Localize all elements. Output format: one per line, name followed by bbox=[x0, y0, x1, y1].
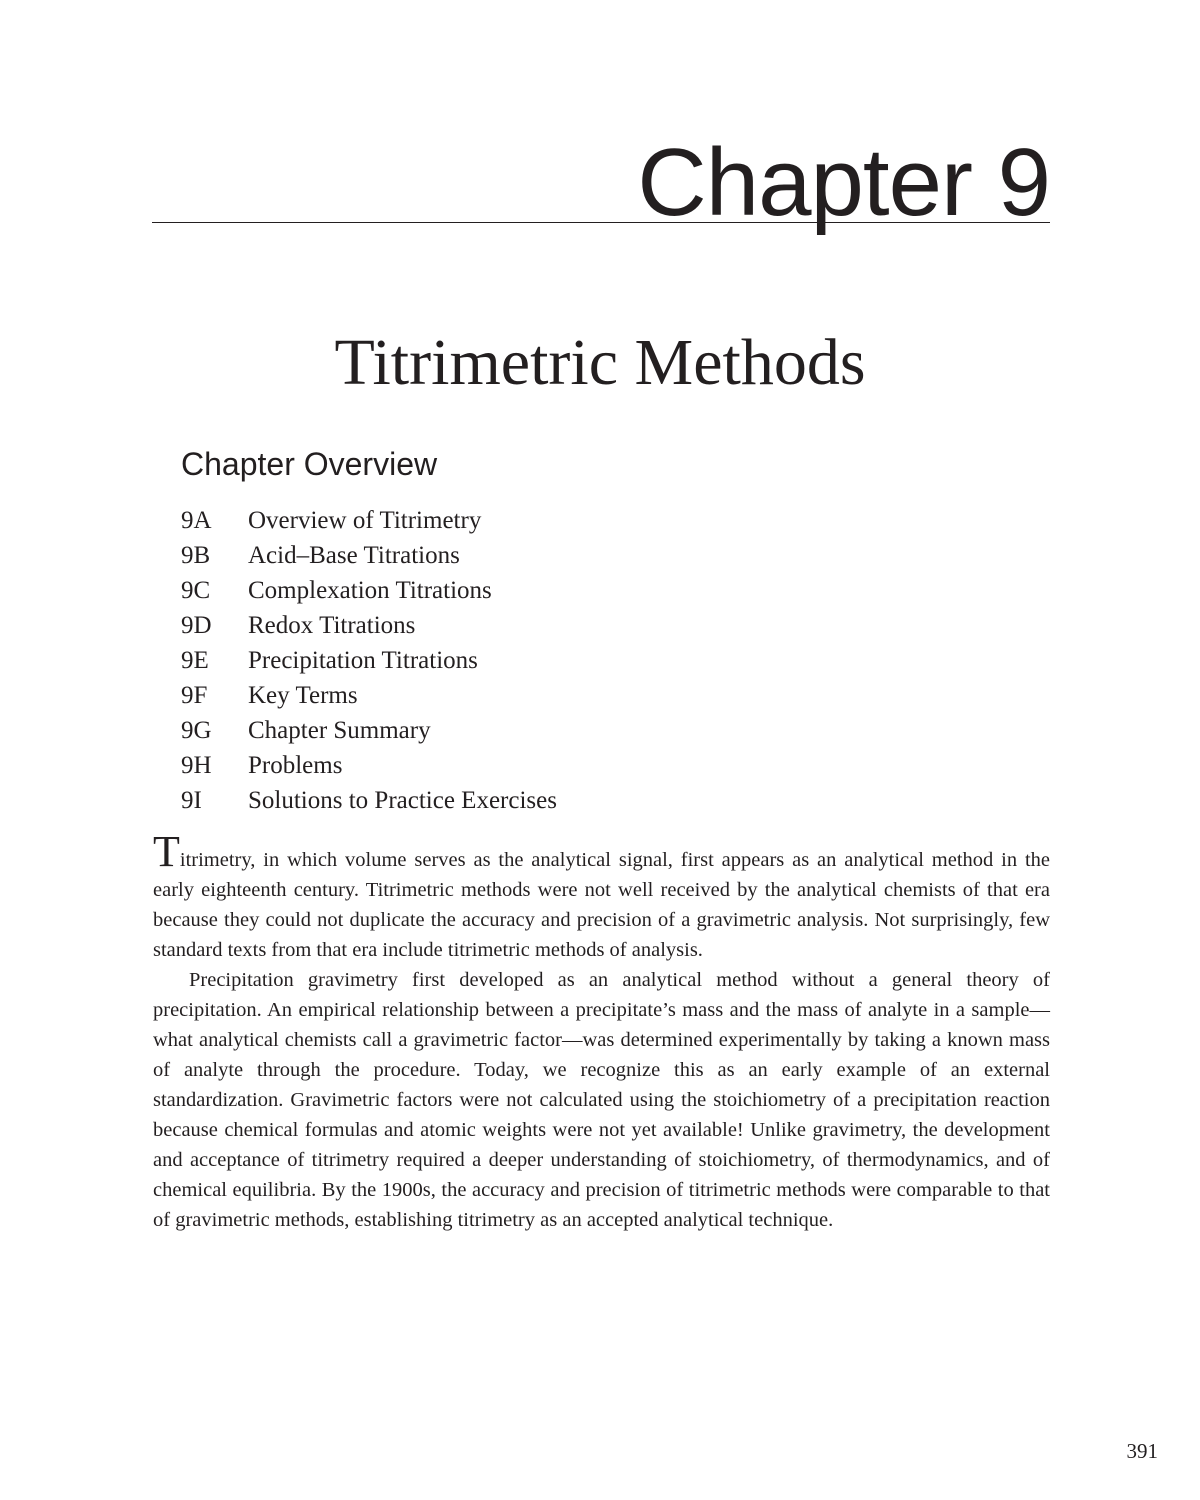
overview-item-code: 9D bbox=[181, 612, 212, 639]
overview-item-code: 9B bbox=[181, 542, 211, 569]
overview-item-label: Chapter Summary bbox=[248, 717, 431, 744]
paragraph-text: itrimetry, in which volume serves as the analytical signal, first appears as an analytical method in the early eighteenth century. Titrimetric methods were not well received by the analytical chemists of that era because they could not duplicate the accuracy and precision of a gravimetric analysis. Not surprisingly, few standard texts from that era include titrimetric methods of analysis. bbox=[153, 849, 1050, 961]
overview-item-code: 9H bbox=[181, 752, 212, 779]
overview-item-label: Solutions to Practice Exercises bbox=[248, 787, 557, 814]
overview-item bbox=[181, 748, 557, 783]
page-number: 391 bbox=[1126, 1439, 1158, 1463]
overview-item bbox=[181, 678, 557, 713]
overview-item bbox=[181, 783, 557, 818]
overview-item bbox=[181, 573, 557, 608]
overview-item bbox=[181, 713, 557, 748]
overview-item-label: Key Terms bbox=[248, 682, 358, 709]
overview-item bbox=[181, 608, 557, 643]
overview-item bbox=[181, 503, 557, 538]
overview-item-code: 9G bbox=[181, 717, 212, 744]
chapter-overview-heading: Chapter Overview bbox=[181, 446, 438, 482]
overview-item-label: Acid–Base Titrations bbox=[248, 542, 460, 569]
overview-item-code: 9F bbox=[181, 682, 208, 709]
chapter-title: Titrimetric Methods bbox=[334, 326, 866, 399]
overview-item bbox=[181, 538, 557, 573]
overview-item-code: 9E bbox=[181, 647, 209, 674]
overview-item-code: 9C bbox=[181, 577, 211, 604]
overview-item bbox=[181, 643, 557, 678]
chapter-rule bbox=[152, 222, 1050, 223]
overview-item-label: Overview of Titrimetry bbox=[248, 507, 482, 534]
chapter-overview-list bbox=[181, 503, 557, 818]
body-paragraph bbox=[153, 827, 1050, 965]
body-text bbox=[153, 827, 1050, 1235]
overview-item-code: 9A bbox=[181, 507, 212, 534]
overview-item-label: Precipitation Titrations bbox=[248, 647, 478, 674]
overview-item-label: Problems bbox=[248, 752, 343, 779]
body-paragraph: Precipitation gravimetry first developed as an analytical method without a general theory of precipitation. An empirical relationship between a precipitate’s mass and the mass of analyte in a sample—what analytical chemists call a gravimetric factor—was determined experimentally by taking a known mass of analyte through the procedure. Today, we recognize this as an early example of an external standardization. Gravimetric factors were not calculated using the stoichiometry of a precipitation reaction because chemical formulas and atomic weights were not yet available! Unlike gravimetry, the development and acceptance of titrimetry required a deeper understanding of stoichiometry, of thermodynamics, and of chemical equilibria. By the 1900s, the accuracy and precision of titrimetric methods were comparable to that of gravimetric methods, establishing titrimetry as an accepted analytical technique. bbox=[153, 969, 1050, 1231]
chapter-label: Chapter 9 bbox=[637, 129, 1050, 236]
drop-cap: T bbox=[153, 827, 180, 876]
overview-item-label: Complexation Titrations bbox=[248, 577, 492, 604]
overview-item-label: Redox Titrations bbox=[248, 612, 416, 639]
overview-item-code: 9I bbox=[181, 787, 202, 814]
